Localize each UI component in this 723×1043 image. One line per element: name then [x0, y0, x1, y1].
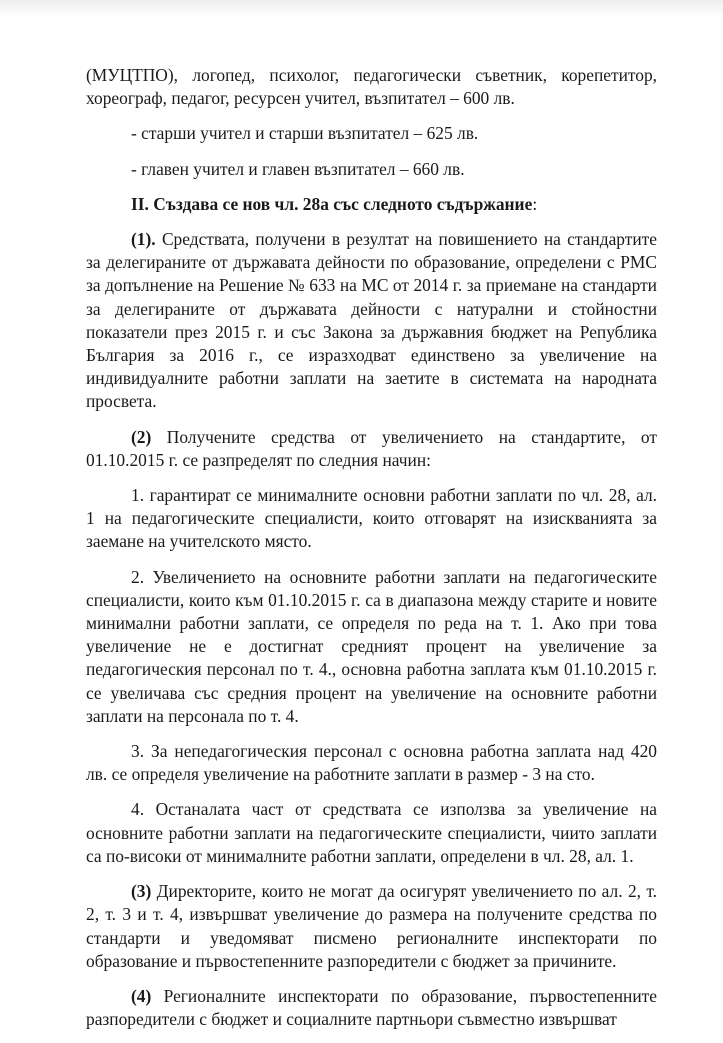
paragraph-text: 3. За непедагогическия персонал с основна работна заплата над 420 лв. се определя увеличение на работните заплати в размер - 3 на сто. — [86, 741, 657, 785]
paragraph-text: - главен учител и главен възпитател – 660 лв. — [131, 158, 465, 179]
document-body — [86, 64, 657, 1043]
paragraph-3 — [86, 880, 657, 973]
paragraph-number: (1). — [131, 229, 156, 250]
paragraph-senior-teacher — [131, 122, 657, 145]
paragraph-2 — [86, 426, 657, 472]
paragraph-text: (МУЦТПО), логопед, психолог, педагогически съветник, корепетитор, хореограф, педагог, ресурсен учител, възпитател – 600 лв. — [86, 65, 657, 109]
paragraph-text: 4. Останалата част от средствата се използва за увеличение на основните работни заплати на педагогическите специалисти, чиито заплати са по-високи от минималните работни заплати, определени в чл. 28, ал. 1. — [86, 799, 657, 866]
section-heading — [86, 193, 657, 216]
paragraph-number: (3) — [131, 881, 152, 902]
paragraph-number: (2) — [131, 426, 152, 447]
paragraph-text: 2. Увеличението на основните работни заплати на педагогическите специалисти, които към 01.10.2015 г. са в диапазона между старите и новите минимални работни заплати, се определя по реда на т. 1. Ако при това увеличение не е достигнат средният процент на увеличение за педагогическия персонал по т. 4., основна работна заплата към 01.10.2015 г. се увеличава със средния процент на увеличение на основните работни заплати на персонала по т. 4. — [86, 566, 657, 726]
paragraph-position-list-end — [86, 64, 657, 110]
item-2 — [86, 566, 657, 728]
paragraph-text: 1. гарантират се минималните основни работни заплати по чл. 28, ал. 1 на педагогическите специалисти, които отговарят на изискванията за заемане на учителското място. — [86, 485, 657, 552]
paragraph-4 — [86, 985, 657, 1031]
item-4 — [86, 798, 657, 868]
item-3 — [86, 740, 657, 786]
paragraph-number: (4) — [131, 985, 152, 1006]
item-1 — [86, 484, 657, 554]
paragraph-1 — [86, 228, 657, 414]
paragraph-text: Получените средства от увеличението на стандартите, от 01.10.2015 г. се разпределят по следния начин: — [86, 426, 657, 470]
paragraph-text: - старши учител и старши възпитател – 625 лв. — [131, 123, 479, 144]
paragraph-text: Регионалните инспекторати по образование, първостепенните разпоредители с бюджет и социалните партньори съвместно извършват — [86, 985, 657, 1030]
scan-shadow — [0, 0, 723, 18]
paragraph-text: Средствата, получени в резултат на повишението на стандартите за делегираните от държавата дейности по образование, определени с РМС за допълнение на Решение № 633 на МС от 2014 г. за приемане на стандарти за делегираните от държавата дейности с натурални и стойностни показатели през 2015 г. и със Закона за държавния бюджет на Република България за 2016 г., се изразходват единствено за увеличение на индивидуалните работни заплати на заетите в системата на народната просвета. — [86, 229, 657, 412]
paragraph-text: Директорите, които не могат да осигурят увеличението по ал. 2, т. 2, т. 3 и т. 4, извършват увеличение до размера на получените средства по стандарти и уведомяват писмено регионалните инспекторати по образование и първостепенните разпоредители с бюджет за причините. — [86, 881, 657, 971]
heading-text: : — [532, 193, 538, 214]
paragraph-chief-teacher — [131, 158, 657, 181]
heading-bold: II. Създава се нов чл. 28а със следното съдържание — [131, 193, 533, 214]
